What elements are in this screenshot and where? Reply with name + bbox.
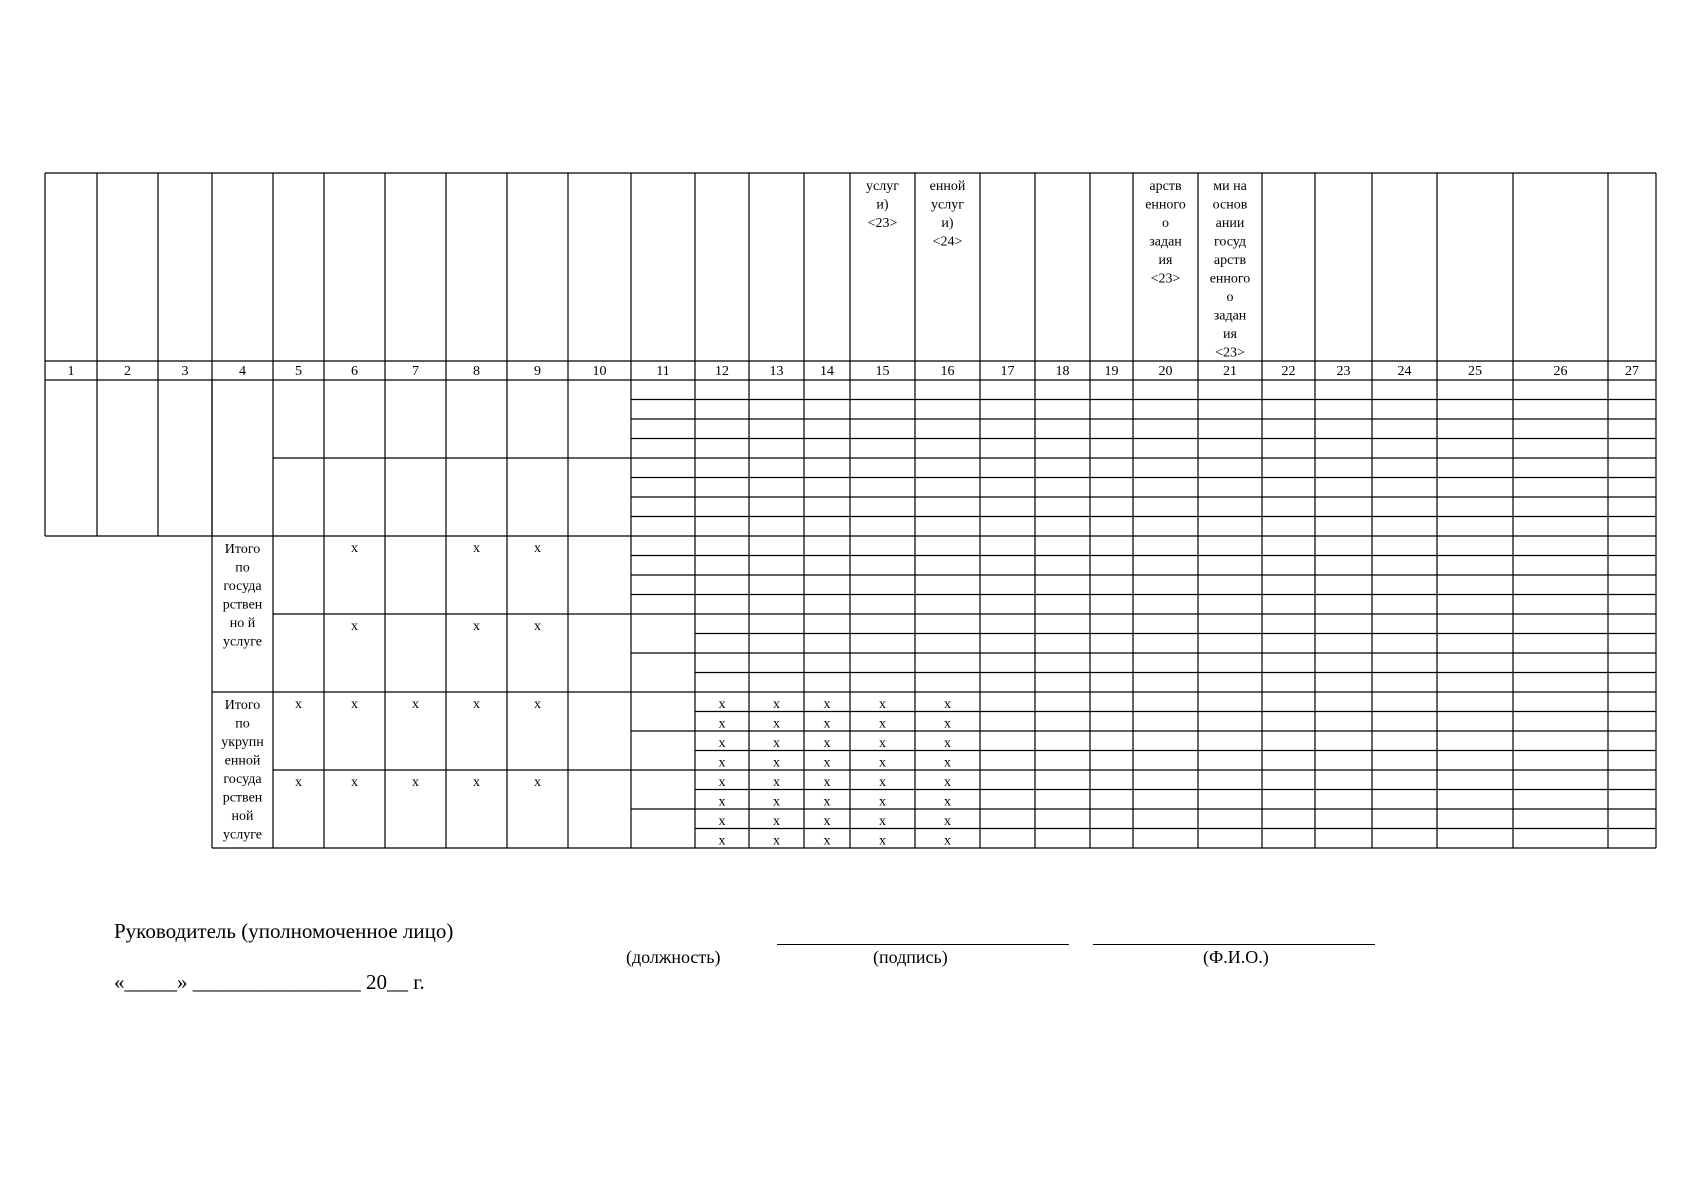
x-mark: x (879, 755, 886, 771)
header-fragment-col21: госуд (1213, 234, 1247, 250)
x-mark: x (944, 833, 951, 849)
header-fragment-col21: о (1226, 290, 1234, 305)
header-fragment-col21: ании (1215, 216, 1245, 231)
x-mark: x (718, 736, 726, 751)
x-mark: x (534, 775, 541, 790)
x-mark: x (351, 619, 358, 634)
column-number: 24 (1397, 364, 1412, 379)
header-fragment-col20: енного (1145, 197, 1186, 213)
x-mark: x (473, 697, 480, 712)
header-fragment-col15: <23> (867, 216, 898, 231)
header-fragment-col20: <23> (1150, 271, 1181, 287)
column-number: 14 (820, 364, 834, 379)
x-mark: x (473, 541, 480, 556)
column-number: 26 (1553, 364, 1568, 379)
x-mark: x (773, 775, 780, 790)
x-mark: x (534, 697, 541, 712)
x-mark: x (718, 716, 726, 732)
total-enlarged-service-label: енной (224, 753, 261, 769)
column-number: 23 (1336, 364, 1351, 379)
date-line: «_____» ________________ 20__ г. (114, 970, 425, 994)
x-mark: x (718, 833, 726, 849)
column-number: 17 (1000, 364, 1015, 379)
x-mark: x (773, 716, 780, 732)
x-mark: x (412, 697, 419, 712)
column-number: 13 (769, 364, 784, 379)
x-mark: x (534, 541, 541, 556)
total-enlarged-service-label: госуда (223, 772, 262, 787)
x-mark: x (773, 736, 780, 751)
total-enlarged-service-label: ной (231, 809, 254, 824)
column-number: 21 (1223, 364, 1237, 379)
x-mark: x (534, 619, 541, 634)
header-fragment-col21: задан (1213, 308, 1247, 324)
x-mark: x (879, 736, 886, 751)
column-number: 16 (940, 364, 955, 379)
x-mark: x (473, 619, 480, 634)
x-mark: x (944, 775, 951, 790)
x-mark: x (351, 541, 358, 556)
total-enlarged-service-label: укрупн (221, 735, 264, 750)
x-mark: x (823, 736, 831, 751)
column-number: 10 (592, 364, 607, 379)
x-mark: x (773, 697, 780, 712)
total-state-service-label: по (235, 560, 250, 576)
x-mark: x (823, 794, 831, 810)
column-number: 7 (412, 364, 419, 379)
header-fragment-col21: <23> (1215, 345, 1245, 361)
x-mark: x (773, 755, 780, 771)
x-mark: x (718, 755, 726, 771)
header-fragment-col20: ия (1158, 253, 1173, 268)
x-mark: x (295, 697, 302, 712)
x-mark: x (944, 794, 951, 810)
column-number: 25 (1468, 364, 1482, 379)
x-mark: x (879, 775, 886, 790)
x-mark: x (879, 794, 886, 810)
column-number: 4 (239, 364, 246, 379)
x-mark: x (823, 716, 831, 732)
column-number: 1 (67, 364, 75, 379)
x-mark: x (718, 697, 726, 712)
header-fragment-col20: о (1162, 216, 1169, 231)
column-number: 15 (875, 364, 890, 379)
header-fragment-col21: арств (1213, 253, 1247, 268)
column-number: 8 (473, 364, 480, 379)
x-mark: x (944, 755, 951, 771)
total-state-service-label: услуге (223, 634, 262, 650)
x-mark: x (823, 755, 831, 771)
x-mark: x (351, 775, 358, 790)
total-enlarged-service-label: Итого (224, 698, 261, 713)
x-mark: x (718, 775, 726, 790)
total-state-service-label: госуда (223, 579, 262, 594)
column-number: 19 (1104, 364, 1119, 379)
column-number: 12 (715, 364, 729, 379)
column-number: 18 (1055, 364, 1070, 379)
signature-caption: (подпись) (873, 947, 948, 967)
position-signature-line (777, 944, 1069, 945)
x-mark: x (773, 814, 780, 829)
x-mark: x (879, 697, 886, 712)
x-mark: x (773, 794, 780, 810)
x-mark: x (412, 775, 419, 790)
x-mark: x (823, 697, 831, 712)
total-enlarged-service-label: услуге (223, 827, 262, 843)
x-mark: x (823, 775, 831, 790)
column-number: 5 (295, 364, 302, 379)
position-caption: (должность) (626, 947, 721, 967)
x-mark: x (773, 833, 780, 849)
total-state-service-label: рствен (222, 597, 263, 613)
column-number: 22 (1281, 364, 1296, 379)
header-fragment-col21: енного (1209, 271, 1251, 287)
header-fragment-col16: и) (941, 216, 954, 231)
x-mark: x (944, 814, 951, 829)
column-number: 9 (534, 364, 541, 379)
total-enlarged-service-label: рствен (222, 790, 263, 806)
header-fragment-col16: енной (929, 179, 966, 194)
header-fragment-col21: основ (1212, 197, 1248, 213)
header-fragment-col16: <24> (932, 234, 963, 250)
column-number: 20 (1158, 364, 1173, 379)
x-mark: x (944, 736, 951, 751)
header-fragment-col20: арств (1149, 179, 1182, 194)
x-mark: x (879, 814, 886, 829)
x-mark: x (718, 814, 726, 829)
header-fragment-col15: услуг (866, 179, 899, 194)
total-state-service-label: Итого (224, 542, 261, 557)
x-mark: x (944, 697, 951, 712)
x-mark: x (295, 775, 302, 790)
x-mark: x (351, 697, 358, 712)
x-mark: x (823, 833, 831, 849)
column-number: 3 (181, 364, 189, 379)
header-fragment-col21: ия (1223, 327, 1237, 342)
x-mark: x (944, 716, 951, 732)
x-mark: x (718, 794, 726, 810)
header-fragment-col15: и) (876, 197, 889, 213)
x-mark: x (473, 775, 480, 790)
header-fragment-col21: ми на (1213, 179, 1247, 194)
fio-caption: (Ф.И.О.) (1203, 947, 1269, 967)
header-fragment-col16: услуг (931, 197, 964, 213)
header-fragment-col20: задан (1149, 234, 1182, 250)
fio-signature-line (1093, 944, 1375, 945)
column-number: 11 (656, 364, 670, 379)
total-enlarged-service-label: по (235, 716, 250, 732)
x-mark: x (879, 833, 886, 849)
column-number: 6 (351, 364, 358, 379)
x-mark: x (879, 716, 886, 732)
head-label: Руководитель (уполномоченное лицо) (114, 919, 454, 943)
column-number: 2 (124, 364, 131, 379)
column-number: 27 (1625, 364, 1639, 379)
x-mark: x (823, 814, 831, 829)
total-state-service-label: но й (229, 616, 256, 631)
